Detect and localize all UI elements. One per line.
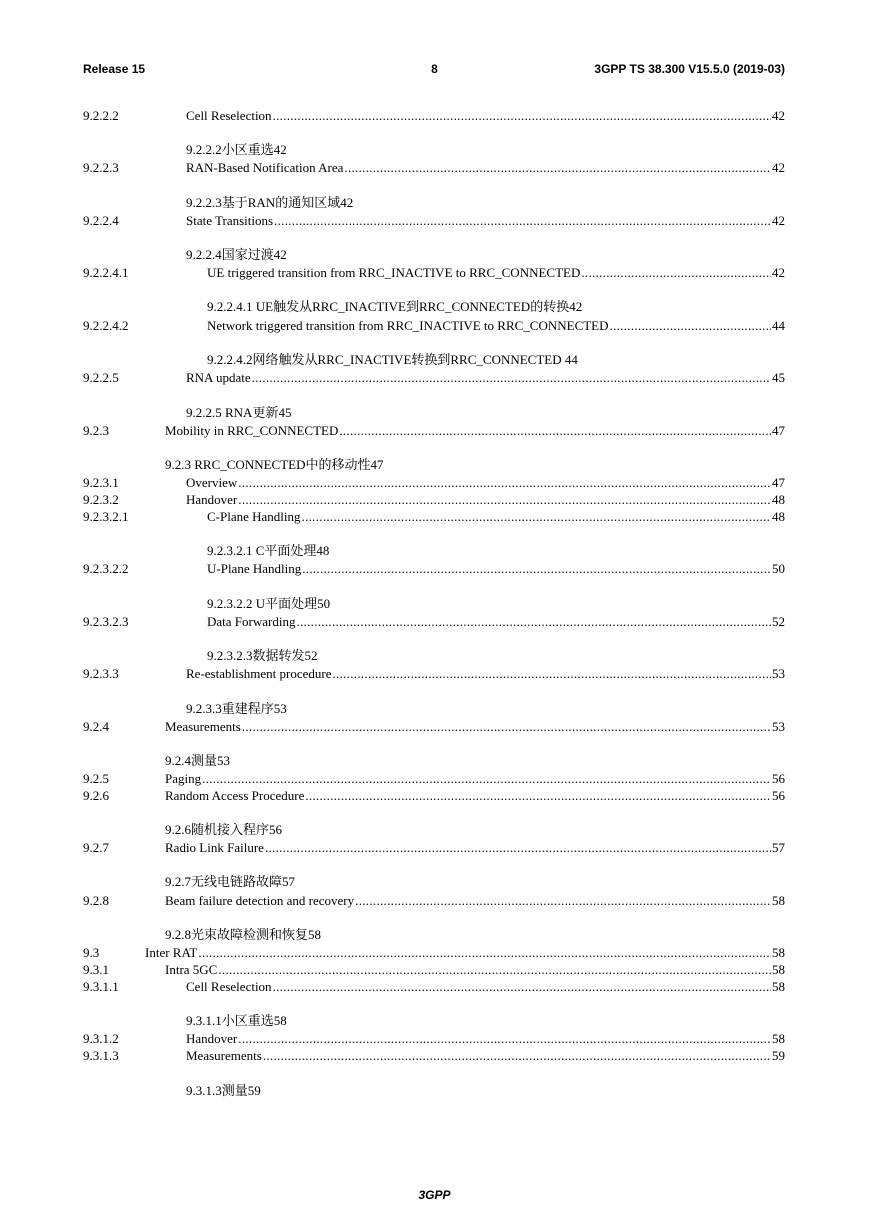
- toc-translation-note: 9.2.2.4.1 UE触发从RRC_INACTIVE到RRC_CONNECTED的转换42: [207, 299, 583, 314]
- toc-entry-number: 9.2.7: [83, 840, 109, 855]
- toc-entry-title: Intra 5GC: [165, 962, 218, 977]
- toc-leader-dots: [305, 788, 771, 804]
- toc-leader-dots: [355, 893, 771, 909]
- toc-entry-page: 58: [772, 893, 785, 908]
- toc-entry[interactable]: [0, 265, 869, 281]
- toc-entry[interactable]: [0, 509, 869, 525]
- toc-entry[interactable]: [0, 1048, 869, 1064]
- toc-leader-dots: [273, 108, 771, 124]
- toc-entry-page: 56: [772, 771, 785, 786]
- toc-entry[interactable]: [0, 771, 869, 787]
- toc-entry-number: 9.3.1: [83, 962, 109, 977]
- toc-leader-dots: [252, 370, 771, 386]
- header-page-number: 8: [431, 62, 438, 76]
- toc-entry-page: 48: [772, 509, 785, 524]
- toc-entry[interactable]: [0, 492, 869, 508]
- toc-entry-page: 42: [772, 160, 785, 175]
- toc-entry-page: 58: [772, 1031, 785, 1046]
- header-release: Release 15: [83, 62, 146, 76]
- toc-entry-number: 9.2.8: [83, 893, 109, 908]
- toc-entry-number: 9.2.2.4: [83, 213, 119, 228]
- toc-entry-page: 58: [772, 962, 785, 977]
- toc-entry-title: Handover: [186, 1031, 238, 1046]
- toc-entry[interactable]: [0, 1031, 869, 1047]
- toc-leader-dots: [202, 771, 771, 787]
- toc-entry-number: 9.2.2.3: [83, 160, 119, 175]
- toc-entry-title: Cell Reselection: [186, 108, 272, 123]
- toc-entry-title: Overview: [186, 475, 238, 490]
- toc-entry-title: Network triggered transition from RRC_INACTIVE to RRC_CONNECTED: [207, 318, 609, 333]
- toc-leader-dots: [238, 475, 771, 491]
- toc-leader-dots: [332, 666, 771, 682]
- toc-entry-number: 9.2.3.2: [83, 492, 119, 507]
- toc-entry[interactable]: [0, 561, 869, 577]
- toc-entry[interactable]: [0, 979, 869, 995]
- toc-entry[interactable]: [0, 945, 869, 961]
- toc-translation-note: 9.2.4测量53: [165, 753, 231, 768]
- toc-entry-number: 9.2.2.5: [83, 370, 119, 385]
- toc-translation-note: 9.2.3.2.1 C平面处理48: [207, 543, 330, 558]
- toc-entry-title: Cell Reselection: [186, 979, 272, 994]
- toc-entry-number: 9.2.6: [83, 788, 109, 803]
- toc-entry-title: U-Plane Handling: [207, 561, 302, 576]
- toc-entry[interactable]: [0, 370, 869, 386]
- toc-translation-note: 9.2.2.2小区重选42: [186, 142, 287, 157]
- toc-leader-dots: [265, 840, 771, 856]
- toc-entry-number: 9.2.3.2.1: [83, 509, 129, 524]
- toc-entry[interactable]: [0, 840, 869, 856]
- toc-entry-page: 50: [772, 561, 785, 576]
- toc-entry-page: 42: [772, 213, 785, 228]
- toc-entry-page: 56: [772, 788, 785, 803]
- toc-leader-dots: [274, 213, 771, 229]
- toc-entry-page: 44: [772, 318, 785, 333]
- toc-leader-dots: [218, 962, 771, 978]
- toc-entry[interactable]: [0, 962, 869, 978]
- toc-entry[interactable]: [0, 108, 869, 124]
- toc-entry-page: 59: [772, 1048, 785, 1063]
- toc-translation-note: 9.2.3.3重建程序53: [186, 701, 287, 716]
- toc-entry-page: 47: [772, 423, 785, 438]
- toc-leader-dots: [339, 423, 771, 439]
- toc-entry-page: 53: [772, 719, 785, 734]
- toc-entry-title: Random Access Procedure: [165, 788, 305, 803]
- toc-entry-title: Re-establishment procedure: [186, 666, 332, 681]
- toc-entry-number: 9.2.3.2.3: [83, 614, 129, 629]
- toc-entry-title: Radio Link Failure: [165, 840, 264, 855]
- toc-leader-dots: [581, 265, 771, 281]
- toc-entry-title: State Transitions: [186, 213, 274, 228]
- toc-translation-note: 9.2.2.3基于RAN的通知区域42: [186, 195, 354, 210]
- toc-translation-note: 9.2.3.2.3数据转发52: [207, 648, 318, 663]
- toc-entry[interactable]: [0, 160, 869, 176]
- toc-entry-number: 9.2.5: [83, 771, 109, 786]
- toc-entry-number: 9.2.4: [83, 719, 109, 734]
- toc-entry-number: 9.2.3.2.2: [83, 561, 129, 576]
- toc-entry-title: Beam failure detection and recovery: [165, 893, 355, 908]
- toc-translation-note: 9.2.8光束故障检测和恢复58: [165, 927, 322, 942]
- toc-entry-title: Data Forwarding: [207, 614, 296, 629]
- toc-entry-number: 9.2.2.4.2: [83, 318, 129, 333]
- toc-translation-note: 9.3.1.1小区重选58: [186, 1013, 287, 1028]
- toc-leader-dots: [273, 979, 771, 995]
- toc-entry-number: 9.2.2.2: [83, 108, 119, 123]
- toc-entry-page: 42: [772, 265, 785, 280]
- toc-entry-page: 58: [772, 979, 785, 994]
- footer-3gpp: 3GPP: [418, 1188, 451, 1202]
- toc-entry[interactable]: [0, 893, 869, 909]
- toc-translation-note: 9.2.2.5 RNA更新45: [186, 405, 292, 420]
- toc-entry-title: Measurements: [186, 1048, 262, 1063]
- toc-leader-dots: [302, 561, 771, 577]
- toc-entry[interactable]: [0, 423, 869, 439]
- toc-entry[interactable]: [0, 213, 869, 229]
- toc-translation-note: 9.2.2.4国家过渡42: [186, 247, 287, 262]
- toc-entry-title: Paging: [165, 771, 202, 786]
- toc-entry-page: 42: [772, 108, 785, 123]
- toc-translation-note: 9.2.6随机接入程序56: [165, 822, 283, 837]
- toc-entry-page: 58: [772, 945, 785, 960]
- toc-entry-title: C-Plane Handling: [207, 509, 301, 524]
- toc-translation-note: 9.2.3 RRC_CONNECTED中的移动性47: [165, 457, 384, 472]
- toc-entry[interactable]: [0, 666, 869, 682]
- toc-leader-dots: [610, 318, 771, 334]
- toc-translation-note: 9.2.3.2.2 U平面处理50: [207, 596, 331, 611]
- toc-entry-page: 53: [772, 666, 785, 681]
- toc-entry[interactable]: [0, 788, 869, 804]
- toc-translation-note: 9.2.2.4.2网络触发从RRC_INACTIVE转换到RRC_CONNECTED 44: [207, 352, 578, 367]
- toc-leader-dots: [296, 614, 771, 630]
- toc-leader-dots: [198, 945, 771, 961]
- toc-entry-title: Inter RAT: [145, 945, 198, 960]
- toc-leader-dots: [238, 1031, 771, 1047]
- toc-entry[interactable]: [0, 614, 869, 630]
- toc-entry-number: 9.3: [83, 945, 100, 960]
- header-spec-id: 3GPP TS 38.300 V15.5.0 (2019-03): [594, 62, 785, 76]
- toc-entry[interactable]: [0, 318, 869, 334]
- toc-entry-number: 9.3.1.1: [83, 979, 119, 994]
- toc-entry-title: UE triggered transition from RRC_INACTIVE to RRC_CONNECTED: [207, 265, 581, 280]
- toc-entry-page: 48: [772, 492, 785, 507]
- toc-entry[interactable]: [0, 475, 869, 491]
- toc-entry-page: 47: [772, 475, 785, 490]
- toc-leader-dots: [242, 719, 771, 735]
- toc-entry-page: 52: [772, 614, 785, 629]
- toc-translation-note: 9.3.1.3测量59: [186, 1083, 261, 1098]
- toc-entry-number: 9.2.2.4.1: [83, 265, 129, 280]
- toc-translation-note: 9.2.7无线电链路故障57: [165, 874, 296, 889]
- toc-entry-title: Handover: [186, 492, 238, 507]
- toc-entry-title: Measurements: [165, 719, 241, 734]
- toc-entry-number: 9.3.1.2: [83, 1031, 119, 1046]
- toc-entry-title: Mobility in RRC_CONNECTED: [165, 423, 339, 438]
- toc-leader-dots: [302, 509, 771, 525]
- toc-entry-page: 57: [772, 840, 785, 855]
- toc-entry[interactable]: [0, 719, 869, 735]
- toc-entry-page: 45: [772, 370, 785, 385]
- toc-leader-dots: [263, 1048, 771, 1064]
- toc-entry-number: 9.2.3: [83, 423, 109, 438]
- toc-leader-dots: [344, 160, 771, 176]
- toc-leader-dots: [238, 492, 771, 508]
- toc-entry-title: RAN-Based Notification Area: [186, 160, 344, 175]
- toc-entry-number: 9.2.3.1: [83, 475, 119, 490]
- toc-entry-title: RNA update: [186, 370, 251, 385]
- toc-entry-number: 9.3.1.3: [83, 1048, 119, 1063]
- toc-entry-number: 9.2.3.3: [83, 666, 119, 681]
